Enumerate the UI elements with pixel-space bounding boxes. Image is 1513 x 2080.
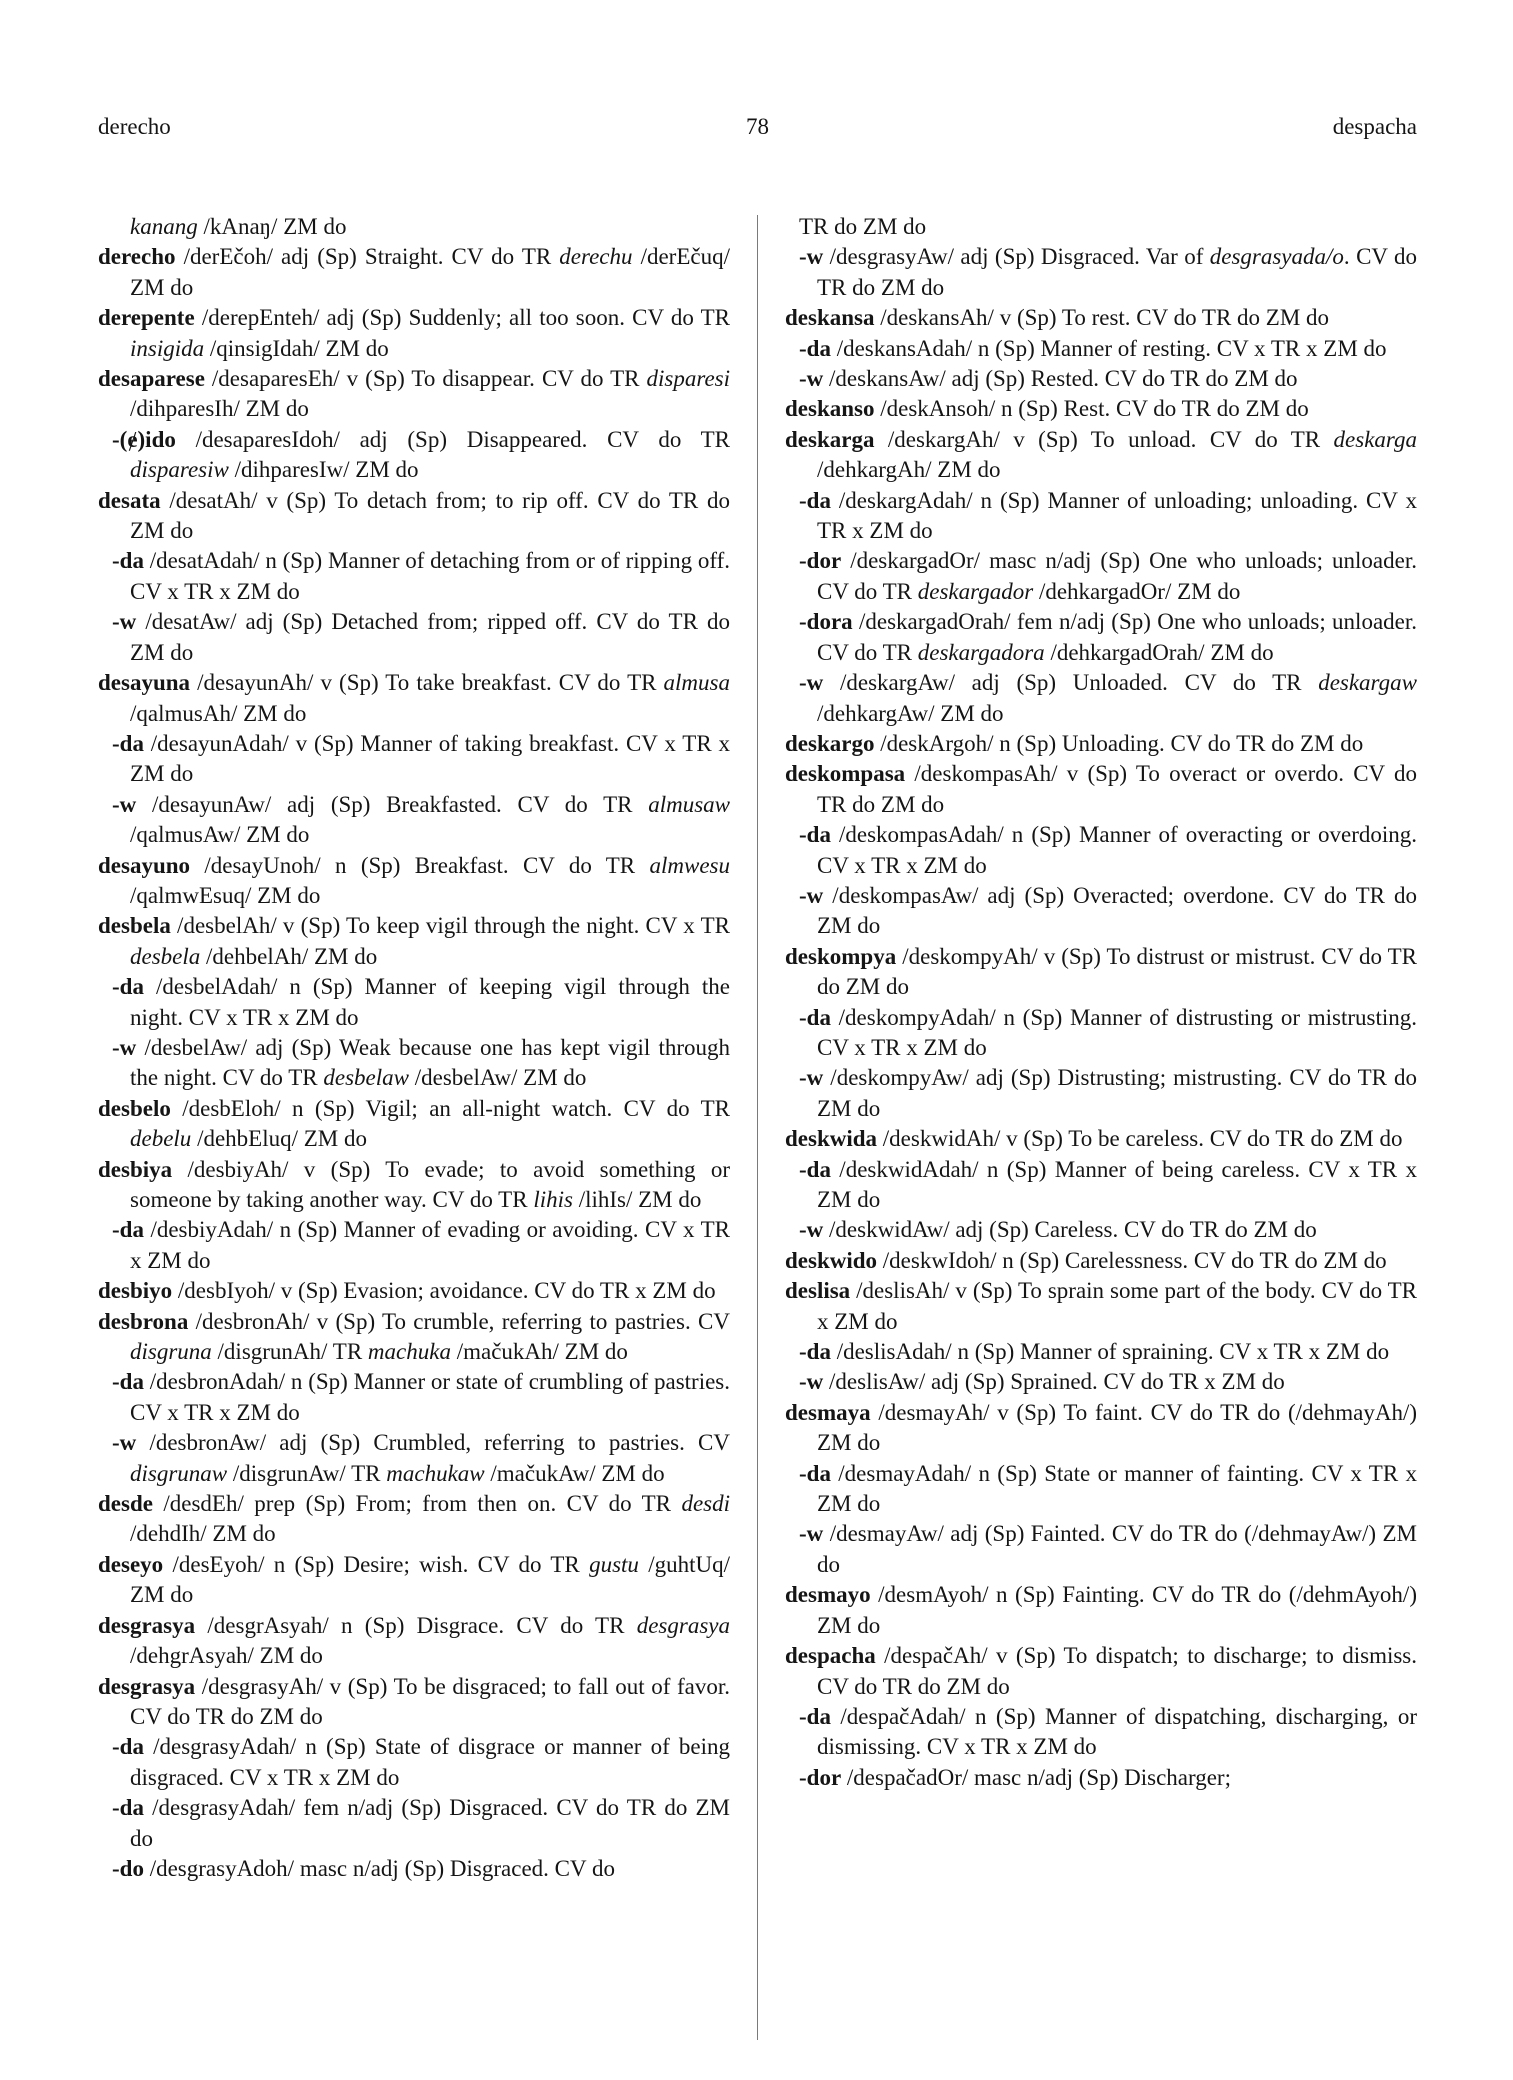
entry-text: /deskargAw/ adj (Sp) Unloaded. CV do TR <box>823 670 1319 696</box>
entry-text: /despačadOr/ masc n/adj (Sp) Discharger; <box>841 1764 1231 1790</box>
italic-term: disgruna <box>130 1339 212 1365</box>
headword: -w <box>799 1369 824 1395</box>
italic-term: desdi <box>681 1491 730 1517</box>
italic-term: almusa <box>663 670 730 696</box>
entry-text: /despačAdah/ n (Sp) Manner of dispatching, discharging, or dismissing. CV x TR x ZM do <box>817 1703 1417 1760</box>
right-guide-word: despacha <box>1332 114 1417 139</box>
dictionary-entry <box>98 212 730 242</box>
entry-text: /desbronAh/ v (Sp) To crumble, referring to pastries. CV <box>188 1308 730 1334</box>
italic-term: gustu <box>589 1551 639 1577</box>
entry-text: /disgrunAh/ TR <box>211 1339 368 1365</box>
dictionary-entry <box>785 394 1417 424</box>
sub-entry <box>785 668 1417 729</box>
headword: -w <box>799 670 824 696</box>
entry-text: /desgrasyAw/ adj (Sp) Disgraced. Var of <box>823 244 1210 270</box>
entry-text: /desmAyoh/ n (Sp) Fainting. CV do TR do (/dehmAyoh/) ZM do <box>817 1582 1417 1638</box>
entry-text: /dehkargAh/ ZM do <box>817 457 1001 483</box>
sub-entry <box>785 486 1417 547</box>
headword: -da <box>112 974 144 1000</box>
left-guide-word: derecho <box>98 114 171 139</box>
entry-text: /desbelAw/ ZM do <box>409 1065 587 1091</box>
sub-entry <box>98 972 730 1033</box>
entry-text: /desbronAw/ adj (Sp) Crumbled, referring to pastries. CV <box>136 1430 730 1456</box>
entry-text: /desgrasyAdoh/ masc n/adj (Sp) Disgraced. CV do <box>143 1855 615 1881</box>
headword: -do <box>112 1855 144 1881</box>
dictionary-entry <box>785 1641 1417 1702</box>
page-header <box>98 114 1417 154</box>
entry-text: /deslisAw/ adj (Sp) Sprained. CV do TR x ZM do <box>823 1369 1285 1395</box>
sub-entry <box>785 212 1417 242</box>
dictionary-entry <box>785 1124 1417 1154</box>
italic-term: disparesiw <box>130 457 229 483</box>
headword: -da <box>112 1217 144 1243</box>
headword: -w <box>112 1034 137 1060</box>
italic-term: deskargaw <box>1318 670 1417 696</box>
entry-text: /desaparesEh/ v (Sp) To disappear. CV do TR <box>204 366 647 392</box>
entry-text: /deskompyAh/ v (Sp) To distrust or mistrust. CV do TR do ZM do <box>817 943 1417 1000</box>
italic-term: machuka <box>367 1339 451 1365</box>
sub-entry <box>785 1367 1417 1397</box>
entry-text: /desayunAdah/ v (Sp) Manner of taking breakfast. CV x TR x ZM do <box>130 730 730 787</box>
sub-entry <box>785 881 1417 942</box>
headword: desbela <box>98 913 171 939</box>
entry-text: /guhtUq/ ZM do <box>130 1551 730 1608</box>
headword: -da <box>112 1795 144 1821</box>
entry-text: /desmayAh/ v (Sp) To faint. CV do TR do (/dehmayAh/) ZM do <box>817 1399 1417 1456</box>
headword: -da <box>799 1339 831 1365</box>
entry-text: /deskAnsoh/ n (Sp) Rest. CV do TR do ZM do <box>874 396 1309 422</box>
headword: desbelo <box>98 1095 171 1121</box>
entry-text: /deskompasAdah/ n (Sp) Manner of overacting or overdoing. CV x TR x ZM do <box>817 822 1417 878</box>
sub-entry <box>98 1854 730 1884</box>
entry-text: /qinsigIdah/ ZM do <box>204 335 389 361</box>
entry-text: /deskompasAh/ v (Sp) To overact or overdo. CV do TR do ZM do <box>817 761 1417 817</box>
entry-text: TR do ZM do <box>799 214 927 239</box>
entry-text: /desbelAh/ v (Sp) To keep vigil through the night. CV x TR <box>170 913 730 939</box>
italic-term: desbela <box>130 943 201 969</box>
sub-entry <box>98 546 730 607</box>
entry-text: /dihparesIw/ ZM do <box>228 457 419 483</box>
headword: -w <box>112 791 137 817</box>
headword: desde <box>98 1491 153 1517</box>
dictionary-entry <box>98 1550 730 1611</box>
dictionary-entry <box>98 1155 730 1216</box>
entry-text: /deslisAh/ v (Sp) To sprain some part of the body. CV do TR x ZM do <box>817 1278 1417 1334</box>
entry-text: /lihIs/ ZM do <box>572 1187 702 1212</box>
headword: -dor <box>799 548 842 574</box>
dictionary-entry <box>98 486 730 547</box>
entry-text: /deskargAh/ v (Sp) To unload. CV do TR <box>874 426 1334 452</box>
sub-entry <box>785 242 1417 303</box>
sub-entry <box>785 1215 1417 1245</box>
entry-text: /dehbEluq/ ZM do <box>191 1126 367 1152</box>
headword: deseyo <box>98 1551 164 1577</box>
entry-text: /deskwidAdah/ n (Sp) Manner of being careless. CV x TR x ZM do <box>817 1156 1417 1212</box>
sub-entry <box>98 607 730 668</box>
dictionary-entry <box>785 1398 1417 1459</box>
entry-text: /disgrunAw/ TR <box>227 1460 387 1486</box>
entry-text: /qalmwEsuq/ ZM do <box>130 882 321 908</box>
sub-entry <box>785 1702 1417 1763</box>
headword: -w <box>799 1217 824 1243</box>
dictionary-entry <box>98 1489 730 1550</box>
sub-entry <box>785 364 1417 394</box>
headword: -da <box>799 335 831 361</box>
sub-entry <box>785 546 1417 607</box>
entry-text: /kAnaŋ/ ZM do <box>197 214 347 239</box>
sub-entry <box>785 1063 1417 1124</box>
headword: desbiyo <box>98 1278 173 1304</box>
right-column <box>785 212 1417 1793</box>
entry-text: /dehkargAw/ ZM do <box>817 700 1004 726</box>
sub-entry <box>98 1033 730 1094</box>
entry-text: /dehdIh/ ZM do <box>130 1521 276 1547</box>
entry-text: /qalmusAh/ ZM do <box>130 700 307 726</box>
headword: -da <box>112 1369 144 1395</box>
entry-text: . CV do TR do ZM do <box>817 244 1417 300</box>
italic-term: deskargadora <box>917 639 1045 665</box>
entry-text: /deskArgoh/ n (Sp) Unloading. CV do TR do ZM do <box>874 730 1364 756</box>
entry-text: /dehkargadOr/ ZM do <box>1033 578 1241 604</box>
entry-text: /dihparesIh/ ZM do <box>130 396 309 422</box>
headword: -dor <box>799 1764 842 1790</box>
entry-text: /desbIyoh/ v (Sp) Evasion; avoidance. CV do TR x ZM do <box>172 1278 716 1304</box>
entry-text: /desgrAsyah/ n (Sp) Disgrace. CV do TR <box>195 1612 637 1638</box>
headword: deskwida <box>785 1126 878 1152</box>
entry-text: /desayunAh/ v (Sp) To take breakfast. CV do TR <box>190 670 664 696</box>
dictionary-entry <box>785 1580 1417 1641</box>
italic-term: kanang <box>130 214 198 239</box>
entry-text: /qalmusAw/ ZM do <box>130 822 310 848</box>
sub-entry <box>785 1763 1417 1793</box>
entry-text: /deskansAdah/ n (Sp) Manner of resting. CV x TR x ZM do <box>830 335 1387 361</box>
dictionary-entry <box>785 942 1417 1003</box>
headword: deskwido <box>785 1247 878 1273</box>
sub-entry <box>785 334 1417 364</box>
dictionary-entry <box>98 364 730 425</box>
headword: desata <box>98 487 161 513</box>
sub-entry <box>785 1519 1417 1580</box>
italic-term: lihis <box>533 1187 573 1212</box>
sub-entry <box>785 607 1417 668</box>
entry-text: /desaparesIdoh/ adj (Sp) Disappeared. CV do TR <box>175 426 730 452</box>
entry-text: /desayunAw/ adj (Sp) Breakfasted. CV do TR <box>136 791 649 817</box>
dictionary-entry <box>98 1672 730 1733</box>
sub-entry <box>785 1155 1417 1216</box>
dictionary-entry <box>785 425 1417 486</box>
headword: desbiya <box>98 1156 173 1182</box>
headword: derepente <box>98 305 195 331</box>
headword: desgrasya <box>98 1673 196 1699</box>
entry-text: /desbronAdah/ n (Sp) Manner or state of crumbling of pastries. CV x TR x ZM do <box>130 1369 730 1425</box>
entry-text: /desgrasyAdah/ n (Sp) State of disgrace or manner of being disgraced. CV x TR x ZM do <box>130 1734 730 1790</box>
headword: desmaya <box>785 1399 871 1425</box>
italic-term: almusaw <box>648 791 730 817</box>
sub-entry <box>785 1337 1417 1367</box>
dictionary-entry <box>98 1094 730 1155</box>
entry-text: /desgrasyAh/ v (Sp) To be disgraced; to fall out of favor. CV do TR do ZM do <box>130 1673 730 1729</box>
sub-entry <box>785 1003 1417 1064</box>
headword: desgrasya <box>98 1612 196 1638</box>
entry-text: /desbiyAdah/ n (Sp) Manner of evading or avoiding. CV x TR x ZM do <box>130 1217 730 1273</box>
headword: -w <box>799 244 824 270</box>
entry-text: /dehkargadOrah/ ZM do <box>1044 639 1274 665</box>
entry-text: /mačukAw/ ZM do <box>484 1460 665 1486</box>
entry-text: /desbelAw/ adj (Sp) Weak because one has kept vigil through the night. CV do TR <box>130 1034 730 1091</box>
italic-term: derechu <box>559 244 633 270</box>
sub-entry <box>98 1793 730 1854</box>
headword: deskanso <box>785 396 875 422</box>
headword: -da <box>112 548 144 574</box>
dictionary-entry <box>98 303 730 364</box>
sub-entry <box>98 790 730 851</box>
entry-text: /deskwidAh/ v (Sp) To be careless. CV do TR do ZM do <box>877 1126 1403 1152</box>
dictionary-entry <box>98 911 730 972</box>
sub-entry <box>98 1215 730 1276</box>
sub-entry <box>98 1428 730 1489</box>
entry-text: /desmayAw/ adj (Sp) Fainted. CV do TR do (/dehmayAw/) ZM do <box>817 1521 1417 1577</box>
entry-text: /desbiyAh/ v (Sp) To evade; to avoid something or someone by taking another way. CV do TR <box>130 1156 730 1212</box>
headword: deslisa <box>785 1278 851 1304</box>
italic-term: almwesu <box>649 852 730 878</box>
entry-text: /deskwidAw/ adj (Sp) Careless. CV do TR do ZM do <box>823 1217 1317 1243</box>
headword: -w <box>799 366 824 392</box>
entry-text: /desbelAdah/ n (Sp) Manner of keeping vigil through the night. CV x TR x ZM do <box>130 974 730 1030</box>
sub-entry <box>98 425 730 486</box>
headword: -da <box>112 730 144 756</box>
headword: -dora <box>799 609 853 635</box>
sub-entry <box>98 1732 730 1793</box>
sub-entry <box>98 1367 730 1428</box>
sub-entry <box>98 729 730 790</box>
headword: -da <box>799 1004 831 1030</box>
dictionary-entry <box>98 1307 730 1368</box>
entry-text: /desayUnoh/ n (Sp) Breakfast. CV do TR <box>190 852 650 878</box>
dictionary-entry <box>785 759 1417 820</box>
entry-text: /desbEloh/ n (Sp) Vigil; an all-night watch. CV do TR <box>170 1095 730 1121</box>
entry-text: /mačukAh/ ZM do <box>450 1339 628 1365</box>
headword: -da <box>799 822 831 848</box>
headword: deskompya <box>785 943 897 969</box>
sub-entry <box>785 1459 1417 1520</box>
headword: deskarga <box>785 426 875 452</box>
italic-term: debelu <box>130 1126 192 1152</box>
headword: desmayo <box>785 1582 871 1608</box>
entry-text: /deskargadOrah/ fem n/adj (Sp) One who unloads; unloader. CV do TR <box>817 609 1417 665</box>
entry-text: /desatAw/ adj (Sp) Detached from; ripped off. CV do TR do ZM do <box>130 609 730 665</box>
headword: despacha <box>785 1643 876 1669</box>
italic-term: disgrunaw <box>130 1460 228 1486</box>
entry-text: /deslisAdah/ n (Sp) Manner of spraining. CV x TR x ZM do <box>830 1339 1390 1365</box>
italic-term: deskarga <box>1333 426 1417 452</box>
entry-text: /deskompyAw/ adj (Sp) Distrusting; mistrusting. CV do TR do ZM do <box>817 1065 1417 1121</box>
entry-text: /deskompasAw/ adj (Sp) Overacted; overdone. CV do TR do ZM do <box>817 882 1417 939</box>
headword: -w <box>799 1065 824 1091</box>
italic-term: machukaw <box>386 1460 485 1486</box>
dictionary-entry <box>785 1276 1417 1337</box>
page-number: 78 <box>746 114 769 139</box>
headword: deskansa <box>785 305 875 331</box>
entry-text: /dehgrAsyah/ ZM do <box>130 1643 323 1669</box>
dictionary-entry <box>785 303 1417 333</box>
dictionary-entry <box>98 668 730 729</box>
entry-text: /desatAh/ v (Sp) To detach from; to rip off. CV do TR do ZM do <box>130 487 730 544</box>
left-column <box>98 212 730 1884</box>
headword: derecho <box>98 244 176 270</box>
entry-text: /deskompyAdah/ n (Sp) Manner of distrusting or mistrusting. CV x TR x ZM do <box>817 1004 1417 1060</box>
entry-text: /derEčoh/ adj (Sp) Straight. CV do TR <box>175 244 560 270</box>
dictionary-entry <box>98 1611 730 1672</box>
headword: desayuno <box>98 852 191 878</box>
entry-text: /desEyoh/ n (Sp) Desire; wish. CV do TR <box>163 1551 590 1577</box>
dictionary-entry <box>785 729 1417 759</box>
dictionary-entry <box>98 242 730 303</box>
entry-text: /desatAdah/ n (Sp) Manner of detaching from or of ripping off. CV x TR x ZM do <box>130 548 730 604</box>
headword: deskompasa <box>785 761 906 787</box>
dictionary-entry <box>98 1276 730 1306</box>
italic-term: desgrasyada/o <box>1209 244 1344 270</box>
italic-term: insigida <box>130 335 205 361</box>
entry-text: /deskargAdah/ n (Sp) Manner of unloading; unloading. CV x TR x ZM do <box>817 487 1417 544</box>
headword: -(ɇ)ido <box>112 426 176 452</box>
headword: -da <box>112 1734 144 1760</box>
headword: desayuna <box>98 670 191 696</box>
headword: desbrona <box>98 1308 189 1334</box>
headword: -w <box>112 1430 137 1456</box>
entry-text: /deskansAw/ adj (Sp) Rested. CV do TR do ZM do <box>823 366 1298 392</box>
headword: desaparese <box>98 366 205 392</box>
headword: -da <box>799 1156 831 1182</box>
headword: -da <box>799 487 831 513</box>
entry-text: /despačAh/ v (Sp) To dispatch; to discharge; to dismiss. CV do TR do ZM do <box>817 1643 1417 1699</box>
column-divider <box>757 215 758 2040</box>
entry-text: /deskwIdoh/ n (Sp) Carelessness. CV do TR do ZM do <box>877 1247 1387 1273</box>
entry-text: /deskansAh/ v (Sp) To rest. CV do TR do ZM do <box>874 305 1330 331</box>
entry-text: /desdEh/ prep (Sp) From; from then on. CV do TR <box>152 1491 682 1517</box>
dictionary-entry <box>785 1246 1417 1276</box>
entry-text: /deskargadOr/ masc n/adj (Sp) One who unloads; unloader. CV do TR <box>817 548 1417 604</box>
italic-term: desbelaw <box>323 1065 409 1091</box>
headword: -da <box>799 1703 831 1729</box>
italic-term: deskargador <box>917 578 1034 604</box>
italic-term: desgrasya <box>636 1612 730 1638</box>
entry-text: /desgrasyAdah/ fem n/adj (Sp) Disgraced. CV do TR do ZM do <box>130 1795 730 1851</box>
entry-text: /dehbelAh/ ZM do <box>200 943 378 969</box>
headword: -da <box>799 1460 831 1486</box>
dictionary-entry <box>98 851 730 912</box>
headword: -w <box>112 609 137 635</box>
sub-entry <box>785 820 1417 881</box>
entry-text: /derEčuq/ ZM do <box>130 244 730 300</box>
entry-text: /desmayAdah/ n (Sp) State or manner of fainting. CV x TR x ZM do <box>817 1460 1417 1517</box>
headword: -w <box>799 1521 824 1547</box>
entry-text: /derepEnteh/ adj (Sp) Suddenly; all too soon. CV do TR <box>194 305 730 331</box>
headword: deskargo <box>785 730 875 756</box>
italic-term: disparesi <box>646 366 730 392</box>
headword: -w <box>799 882 824 908</box>
